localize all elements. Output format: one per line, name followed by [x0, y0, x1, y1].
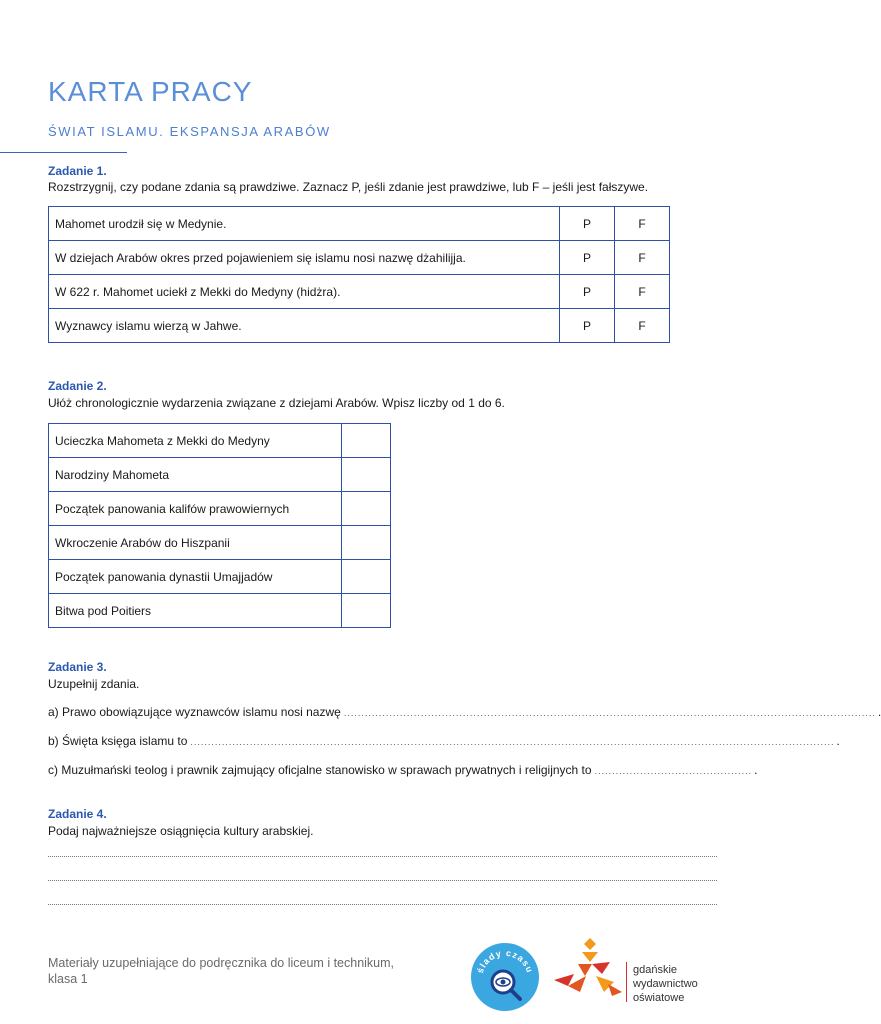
fill-in-line-b[interactable]: [48, 734, 840, 748]
event-cell: Narodziny Mahometa: [49, 458, 342, 492]
sentence-end: .: [754, 763, 758, 777]
statement-cell: Wyznawcy islamu wierzą w Jahwe.: [49, 309, 560, 343]
task3-heading: Zadanie 3.: [48, 660, 107, 674]
answer-line[interactable]: [48, 856, 717, 857]
order-input-cell[interactable]: [342, 526, 391, 560]
false-option[interactable]: F: [615, 241, 670, 275]
table-row: [49, 309, 670, 343]
publisher-line-3: oświatowe: [633, 992, 685, 1004]
order-input-cell[interactable]: [342, 560, 391, 594]
table-row: [49, 526, 391, 560]
event-cell: Początek panowania kalifów prawowiernych: [49, 492, 342, 526]
table-row: [49, 560, 391, 594]
sentence-end: .: [836, 734, 840, 748]
footer-line-1: Materiały uzupełniające do podręcznika do liceum i technikum,: [48, 956, 395, 970]
answer-blank[interactable]: ........................................................................................................................................................................................: [190, 737, 835, 747]
order-input-cell[interactable]: [342, 424, 391, 458]
true-option[interactable]: P: [560, 309, 615, 343]
event-cell: Początek panowania dynastii Umajjadów: [49, 560, 342, 594]
statement-cell: Mahomet urodził się w Medynie.: [49, 207, 560, 241]
publisher-line-2: wydawnictwo: [633, 978, 698, 990]
table-row: [49, 207, 670, 241]
footer-note: [48, 955, 394, 987]
task1-heading: Zadanie 1.: [48, 164, 107, 178]
fill-in-line-a[interactable]: [48, 705, 881, 719]
table-row: [49, 492, 391, 526]
badge-text: ślady czasu: [474, 947, 536, 975]
sentence-a: a) Prawo obowiązujące wyznawców islamu nosi nazwę: [48, 705, 341, 719]
task4-heading: Zadanie 4.: [48, 807, 107, 821]
header-divider: [0, 152, 127, 153]
logo-divider: [626, 962, 627, 1002]
table-row: [49, 594, 391, 628]
answer-blank[interactable]: ........................................................................................................................................................: [343, 708, 876, 718]
publisher-logo-icon: [552, 936, 624, 998]
publisher-name: [633, 963, 698, 1005]
chronology-table: [48, 423, 391, 628]
statement-cell: W dziejach Arabów okres przed pojawieniem się islamu nosi nazwę dżahilijja.: [49, 241, 560, 275]
task4-instruction: Podaj najważniejsze osiągnięcia kultury arabskiej.: [48, 824, 314, 838]
page-subtitle: ŚWIAT ISLAMU. EKSPANSJA ARABÓW: [48, 124, 331, 139]
task2-instruction: Ułóż chronologicznie wydarzenia związane z dziejami Arabów. Wpisz liczby od 1 do 6.: [48, 396, 505, 410]
page-title: KARTA PRACY: [48, 76, 253, 107]
false-option[interactable]: F: [615, 275, 670, 309]
false-option[interactable]: F: [615, 309, 670, 343]
task3-instruction: Uzupełnij zdania.: [48, 677, 140, 691]
table-row: [49, 458, 391, 492]
true-false-table: [48, 206, 670, 343]
true-option[interactable]: P: [560, 207, 615, 241]
footer-line-2: klasa 1: [48, 972, 88, 986]
event-cell: Ucieczka Mahometa z Mekki do Medyny: [49, 424, 342, 458]
answer-line[interactable]: [48, 904, 717, 905]
event-cell: Wkroczenie Arabów do Hiszpanii: [49, 526, 342, 560]
answer-blank[interactable]: .............................................: [594, 766, 753, 776]
statement-cell: W 622 r. Mahomet uciekł z Mekki do Medyny (hidżra).: [49, 275, 560, 309]
task2-heading: Zadanie 2.: [48, 379, 107, 393]
sentence-c: c) Muzułmański teolog i prawnik zajmujący oficjalne stanowisko w sprawach prywatnych i religijnych to: [48, 763, 592, 777]
answer-line[interactable]: [48, 880, 717, 881]
order-input-cell[interactable]: [342, 594, 391, 628]
sentence-b: b) Święta księga islamu to: [48, 734, 188, 748]
publisher-line-1: gdańskie: [633, 964, 678, 976]
false-option[interactable]: F: [615, 207, 670, 241]
table-row: [49, 424, 391, 458]
slady-czasu-badge: [470, 942, 540, 1012]
order-input-cell[interactable]: [342, 492, 391, 526]
table-row: [49, 241, 670, 275]
sentence-end: .: [877, 705, 881, 719]
event-cell: Bitwa pod Poitiers: [49, 594, 342, 628]
task1-instruction: Rozstrzygnij, czy podane zdania są prawdziwe. Zaznacz P, jeśli zdanie jest prawdziwe, lub F – jeśli jest fałszywe.: [48, 180, 649, 194]
true-option[interactable]: P: [560, 241, 615, 275]
true-option[interactable]: P: [560, 275, 615, 309]
table-row: [49, 275, 670, 309]
fill-in-line-c[interactable]: [48, 763, 758, 777]
order-input-cell[interactable]: [342, 458, 391, 492]
